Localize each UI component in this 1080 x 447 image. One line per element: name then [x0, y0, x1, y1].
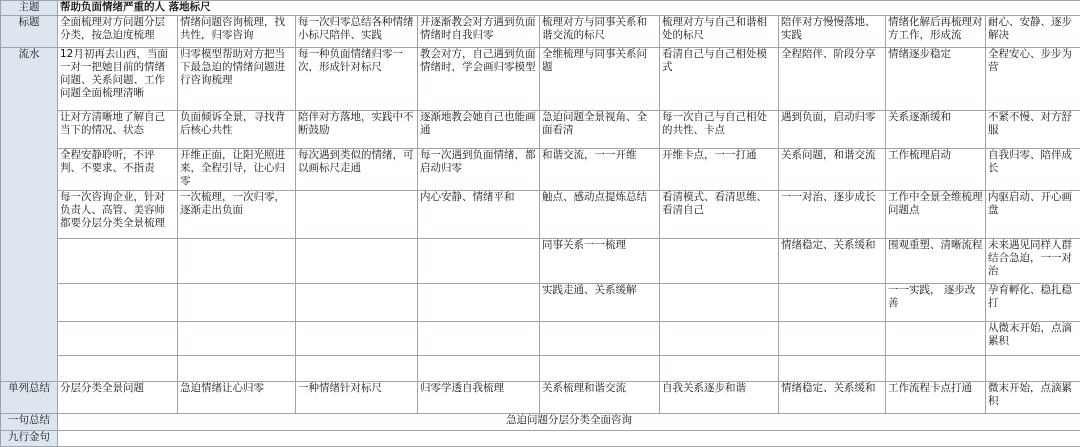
flow-cell[interactable]: 归零模型帮助对方把当下最急迫的情绪问题进行咨询梳理 — [178, 48, 296, 111]
one-sentence-cell[interactable]: 急迫问题分层分类全面咨询 — [58, 414, 1080, 431]
flow-row — [1, 322, 1080, 356]
title-cell[interactable]: 耐心、安静、逐步解决 — [986, 16, 1080, 48]
flow-cell[interactable]: 自我归零、陪伴成长 — [986, 149, 1080, 191]
flow-cell[interactable]: 全维梳理与同事关系问题 — [540, 48, 660, 111]
flow-row — [1, 356, 1080, 382]
flow-cell[interactable] — [418, 239, 540, 284]
column-summary-cell[interactable]: 微末开始，点滴累积 — [986, 382, 1080, 414]
flow-cell[interactable]: 实践走通、关系缓解 — [540, 284, 660, 322]
flow-cell[interactable]: 从微末开始，点滴累积 — [986, 322, 1080, 356]
flow-cell[interactable]: 12月初再去山西，当面一对一把她目前的情绪问题、关系问题、工作问题全面梳理清晰 — [58, 48, 178, 111]
flow-cell[interactable]: 陪伴对方落地，实践中不断鼓励 — [296, 111, 418, 149]
flow-cell[interactable]: 未来遇见同样人群结合急迫，一一对治 — [986, 239, 1080, 284]
flow-cell[interactable]: 教会对方，自己遇到负面情绪时，学会画归零模型 — [418, 48, 540, 111]
flow-cell[interactable]: 每一种负面情绪归零一次，形成针对标尺 — [296, 48, 418, 111]
flow-cell[interactable]: 一一实践， 逐步改善 — [886, 284, 986, 322]
flow-cell[interactable]: 看清模式、看清思维、看清自己 — [660, 191, 779, 239]
flow-cell[interactable]: 围观重塑、清晰流程 — [886, 239, 986, 284]
flow-cell[interactable]: 内驱启动、开心画盘 — [986, 191, 1080, 239]
flow-cell[interactable] — [178, 239, 296, 284]
title-cell[interactable]: 全面梳理对方问题分层分类，按急迫度梳理 — [58, 16, 178, 48]
flow-cell[interactable]: 和谐交流，一一开维 — [540, 149, 660, 191]
flow-cell[interactable]: 急迫问题全景视角、全面看清 — [540, 111, 660, 149]
row-label-flow: 流水 — [1, 48, 58, 382]
flow-cell[interactable] — [418, 356, 540, 382]
flow-cell[interactable] — [540, 322, 660, 356]
flow-cell[interactable] — [178, 284, 296, 322]
flow-cell[interactable]: 负面倾诉全景，寻找背后核心共性 — [178, 111, 296, 149]
flow-cell[interactable] — [296, 239, 418, 284]
flow-cell[interactable]: 每次遇到类似的情绪，可以画标尺走通 — [296, 149, 418, 191]
flow-cell[interactable]: 工作中全景全维梳理问题点 — [886, 191, 986, 239]
flow-cell[interactable]: 关系逐渐缓和 — [886, 111, 986, 149]
flow-cell[interactable]: 全程安心、步步为营 — [986, 48, 1080, 111]
flow-cell[interactable] — [660, 239, 779, 284]
flow-cell[interactable] — [178, 322, 296, 356]
row-label-one-sentence: 一句总结 — [1, 414, 58, 431]
flow-cell[interactable] — [58, 356, 178, 382]
flow-cell[interactable]: 触点、感动点提炼总结 — [540, 191, 660, 239]
column-summary-cell[interactable]: 归零学透自我梳理 — [418, 382, 540, 414]
flow-cell[interactable]: 一次梳理，一次归零，逐渐走出负面 — [178, 191, 296, 239]
flow-cell[interactable]: 一一对治、逐步成长 — [779, 191, 886, 239]
nine-lines-cell[interactable] — [58, 431, 1080, 447]
flow-cell[interactable]: 开维正面，让阳光照进来，全程引导，让心归零 — [178, 149, 296, 191]
flow-cell[interactable]: 全程安静聆听，不评判、不要求、不指责 — [58, 149, 178, 191]
title-cell[interactable]: 情绪化解后再梳理对方工作，形成流 — [886, 16, 986, 48]
flow-cell[interactable] — [58, 284, 178, 322]
flow-row — [1, 149, 1080, 191]
flow-cell[interactable] — [779, 322, 886, 356]
flow-cell[interactable]: 不紧不慢、对方舒服 — [986, 111, 1080, 149]
row-label-column-summary: 单列总结 — [1, 382, 58, 414]
flow-cell[interactable] — [58, 239, 178, 284]
flow-cell[interactable] — [660, 356, 779, 382]
flow-cell[interactable] — [660, 284, 779, 322]
flow-cell[interactable] — [986, 356, 1080, 382]
row-label-subject: 主题 — [1, 1, 58, 16]
column-summary-cell[interactable]: 一种情绪针对标尺 — [296, 382, 418, 414]
flow-row — [1, 48, 1080, 111]
flow-cell[interactable]: 每一次自己与自己相处的共性、卡点 — [660, 111, 779, 149]
column-summary-row — [1, 382, 1080, 414]
flow-cell[interactable]: 同事关系一一梳理 — [540, 239, 660, 284]
flow-cell[interactable] — [296, 322, 418, 356]
column-summary-cell[interactable]: 关系梳理和谐交流 — [540, 382, 660, 414]
column-summary-cell[interactable]: 情绪稳定、关系缓和 — [779, 382, 886, 414]
flow-cell[interactable]: 孕育孵化、稳扎稳打 — [986, 284, 1080, 322]
flow-row — [1, 191, 1080, 239]
flow-cell[interactable]: 情绪逐步稳定 — [886, 48, 986, 111]
flow-cell[interactable] — [58, 322, 178, 356]
flow-cell[interactable] — [660, 322, 779, 356]
title-cell[interactable]: 并逐渐教会对方遇到负面情绪时自我归零 — [418, 16, 540, 48]
flow-cell[interactable] — [296, 284, 418, 322]
flow-row — [1, 111, 1080, 149]
title-cell[interactable]: 每一次归零总结各种情绪小标尺陪伴、实践 — [296, 16, 418, 48]
title-cell[interactable]: 陪伴对方慢慢落地、实践 — [779, 16, 886, 48]
column-summary-cell[interactable]: 分层分类全景问题 — [58, 382, 178, 414]
flow-cell[interactable]: 遇到负面，启动归零 — [779, 111, 886, 149]
row-label-title: 标题 — [1, 16, 58, 48]
flow-cell[interactable]: 情绪稳定、关系缓和 — [779, 239, 886, 284]
flow-cell[interactable] — [779, 284, 886, 322]
flow-cell[interactable]: 看清自己与自己相处模式 — [660, 48, 779, 111]
flow-row — [1, 284, 1080, 322]
flow-row — [1, 239, 1080, 284]
one-sentence-row — [1, 414, 1080, 431]
flow-cell[interactable]: 让对方清晰地了解自己当下的情况、状态 — [58, 111, 178, 149]
flow-cell[interactable] — [418, 322, 540, 356]
flow-cell[interactable]: 每一次遇到负面情绪，都启动归零 — [418, 149, 540, 191]
flow-cell[interactable] — [178, 356, 296, 382]
row-label-nine-lines: 九行金句 — [1, 431, 58, 447]
column-summary-cell[interactable]: 自我关系逐步和谐 — [660, 382, 779, 414]
flow-cell[interactable]: 工作梳理启动 — [886, 149, 986, 191]
flow-cell[interactable]: 开维卡点，一一打通 — [660, 149, 779, 191]
title-row — [1, 16, 1080, 48]
column-summary-cell[interactable]: 急迫情绪让心归零 — [178, 382, 296, 414]
flow-cell[interactable] — [540, 356, 660, 382]
subject-cell[interactable]: 帮助负面情绪严重的人 落地标尺 — [58, 1, 1080, 16]
flow-cell[interactable] — [418, 284, 540, 322]
subject-row — [1, 1, 1080, 16]
flow-cell[interactable] — [886, 322, 986, 356]
nine-lines-row — [1, 431, 1080, 447]
column-summary-cell[interactable]: 工作流程卡点打通 — [886, 382, 986, 414]
title-cell[interactable]: 梳理对方与自己和谐相处的标尺 — [660, 16, 779, 48]
flow-cell[interactable]: 全程陪伴、阶段分享 — [779, 48, 886, 111]
flow-cell[interactable]: 逐渐地教会她自己也能画通 — [418, 111, 540, 149]
flow-cell[interactable] — [779, 356, 886, 382]
flow-cell[interactable]: 内心安静、情绪平和 — [418, 191, 540, 239]
title-cell[interactable]: 情绪问题咨询梳理，找共性，归零咨询 — [178, 16, 296, 48]
flow-cell[interactable]: 每一次咨询企业，针对负责人、高管、美容师都要分层分类全景梳理 — [58, 191, 178, 239]
flow-cell[interactable] — [296, 356, 418, 382]
flow-cell[interactable] — [886, 356, 986, 382]
title-cell[interactable]: 梳理对方与同事关系和谐交流的标尺 — [540, 16, 660, 48]
flow-cell[interactable] — [296, 191, 418, 239]
flow-cell[interactable]: 关系问题，和谐交流 — [779, 149, 886, 191]
